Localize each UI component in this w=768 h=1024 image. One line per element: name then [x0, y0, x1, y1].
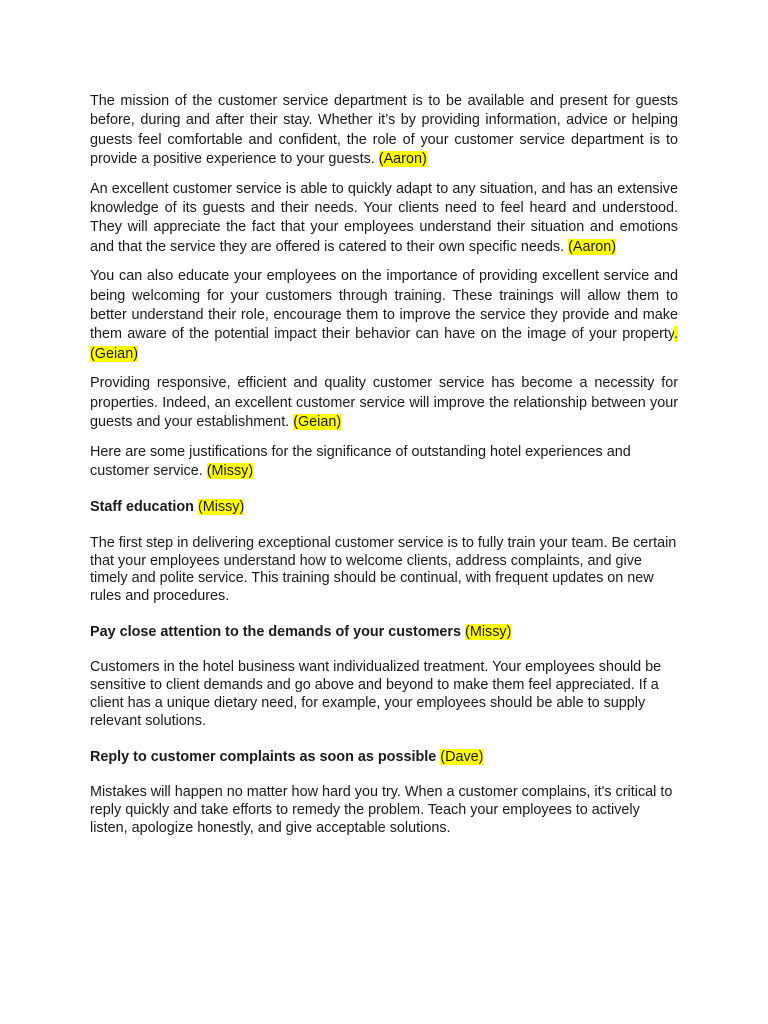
author-highlight: (Missy): [206, 462, 254, 479]
paragraph-excellent-service: [90, 180, 678, 258]
section-heading-customer-demands: [90, 623, 678, 642]
heading-text: Reply to customer complaints as soon as possible: [90, 748, 441, 765]
paragraph-text: Here are some justifications for the significance of outstanding hotel experiences and customer service.: [90, 443, 631, 479]
section-heading-staff-education: [90, 498, 678, 517]
author-highlight: (Aaron): [568, 238, 617, 255]
author-highlight: . (Geian): [90, 326, 678, 362]
paragraph-text: You can also educate your employees on the importance of providing excellent service and being welcoming for your customers through training. These trainings will allow them to better understand their role, encourage them to improve the service they provide and make them aware of the potential impact their behavior can have on the image of your property: [90, 268, 678, 343]
paragraph-justifications: [90, 443, 678, 482]
paragraph-text: An excellent customer service is able to quickly adapt to any situation, and has an extensive knowledge of its guests and their needs. Your clients need to feel heard and understood. They will appreciate the fact that your employees understand their situation and emotions and that the service they are offered is catered to their own specific needs.: [90, 180, 678, 255]
paragraph-necessity: [90, 374, 678, 432]
section-body-complaints: Mistakes will happen no matter how hard you try. When a customer complains, it's critical to reply quickly and take efforts to remedy the problem. Teach your employees to actively listen, apologize honestly, and give acceptable solutions.: [90, 783, 673, 836]
heading-text: Staff education: [90, 499, 198, 516]
paragraph-training: [90, 267, 678, 364]
author-highlight: (Aaron): [378, 151, 427, 168]
section-heading-complaints: [90, 748, 678, 767]
author-highlight: (Missy): [197, 499, 245, 516]
author-highlight: (Dave): [440, 748, 484, 765]
author-highlight: (Geian): [293, 414, 342, 431]
paragraph-text: The mission of the customer service department is to be available and present for guests before, during and after their stay. Whether it’s by providing information, advice or helping guests feel comfortable and confident, the role of your customer service department is to provide a positive experience to your guests.: [90, 93, 678, 168]
author-highlight: (Missy): [465, 623, 512, 640]
section-body-staff-education: The first step in delivering exceptional customer service is to fully train your team. Be certain that your employees understand how to welcome clients, address complaints, and give timely and polite service. This training should be continual, with frequent updates on new rules and procedures.: [90, 534, 677, 605]
paragraph-text: Providing responsive, efficient and quality customer service has become a necessity for properties. Indeed, an excellent customer service will improve the relationship between your guests and your establishment.: [90, 375, 678, 431]
section-body-customer-demands: Customers in the hotel business want individualized treatment. Your employees should be sensitive to client demands and go above and beyond to make them feel appreciated. If a client has a unique dietary need, for example, your employees should be able to supply relevant solutions.: [90, 659, 662, 729]
paragraph-mission: [90, 92, 678, 170]
heading-text: Pay close attention to the demands of your customers: [90, 623, 466, 640]
document-body: [90, 92, 678, 854]
